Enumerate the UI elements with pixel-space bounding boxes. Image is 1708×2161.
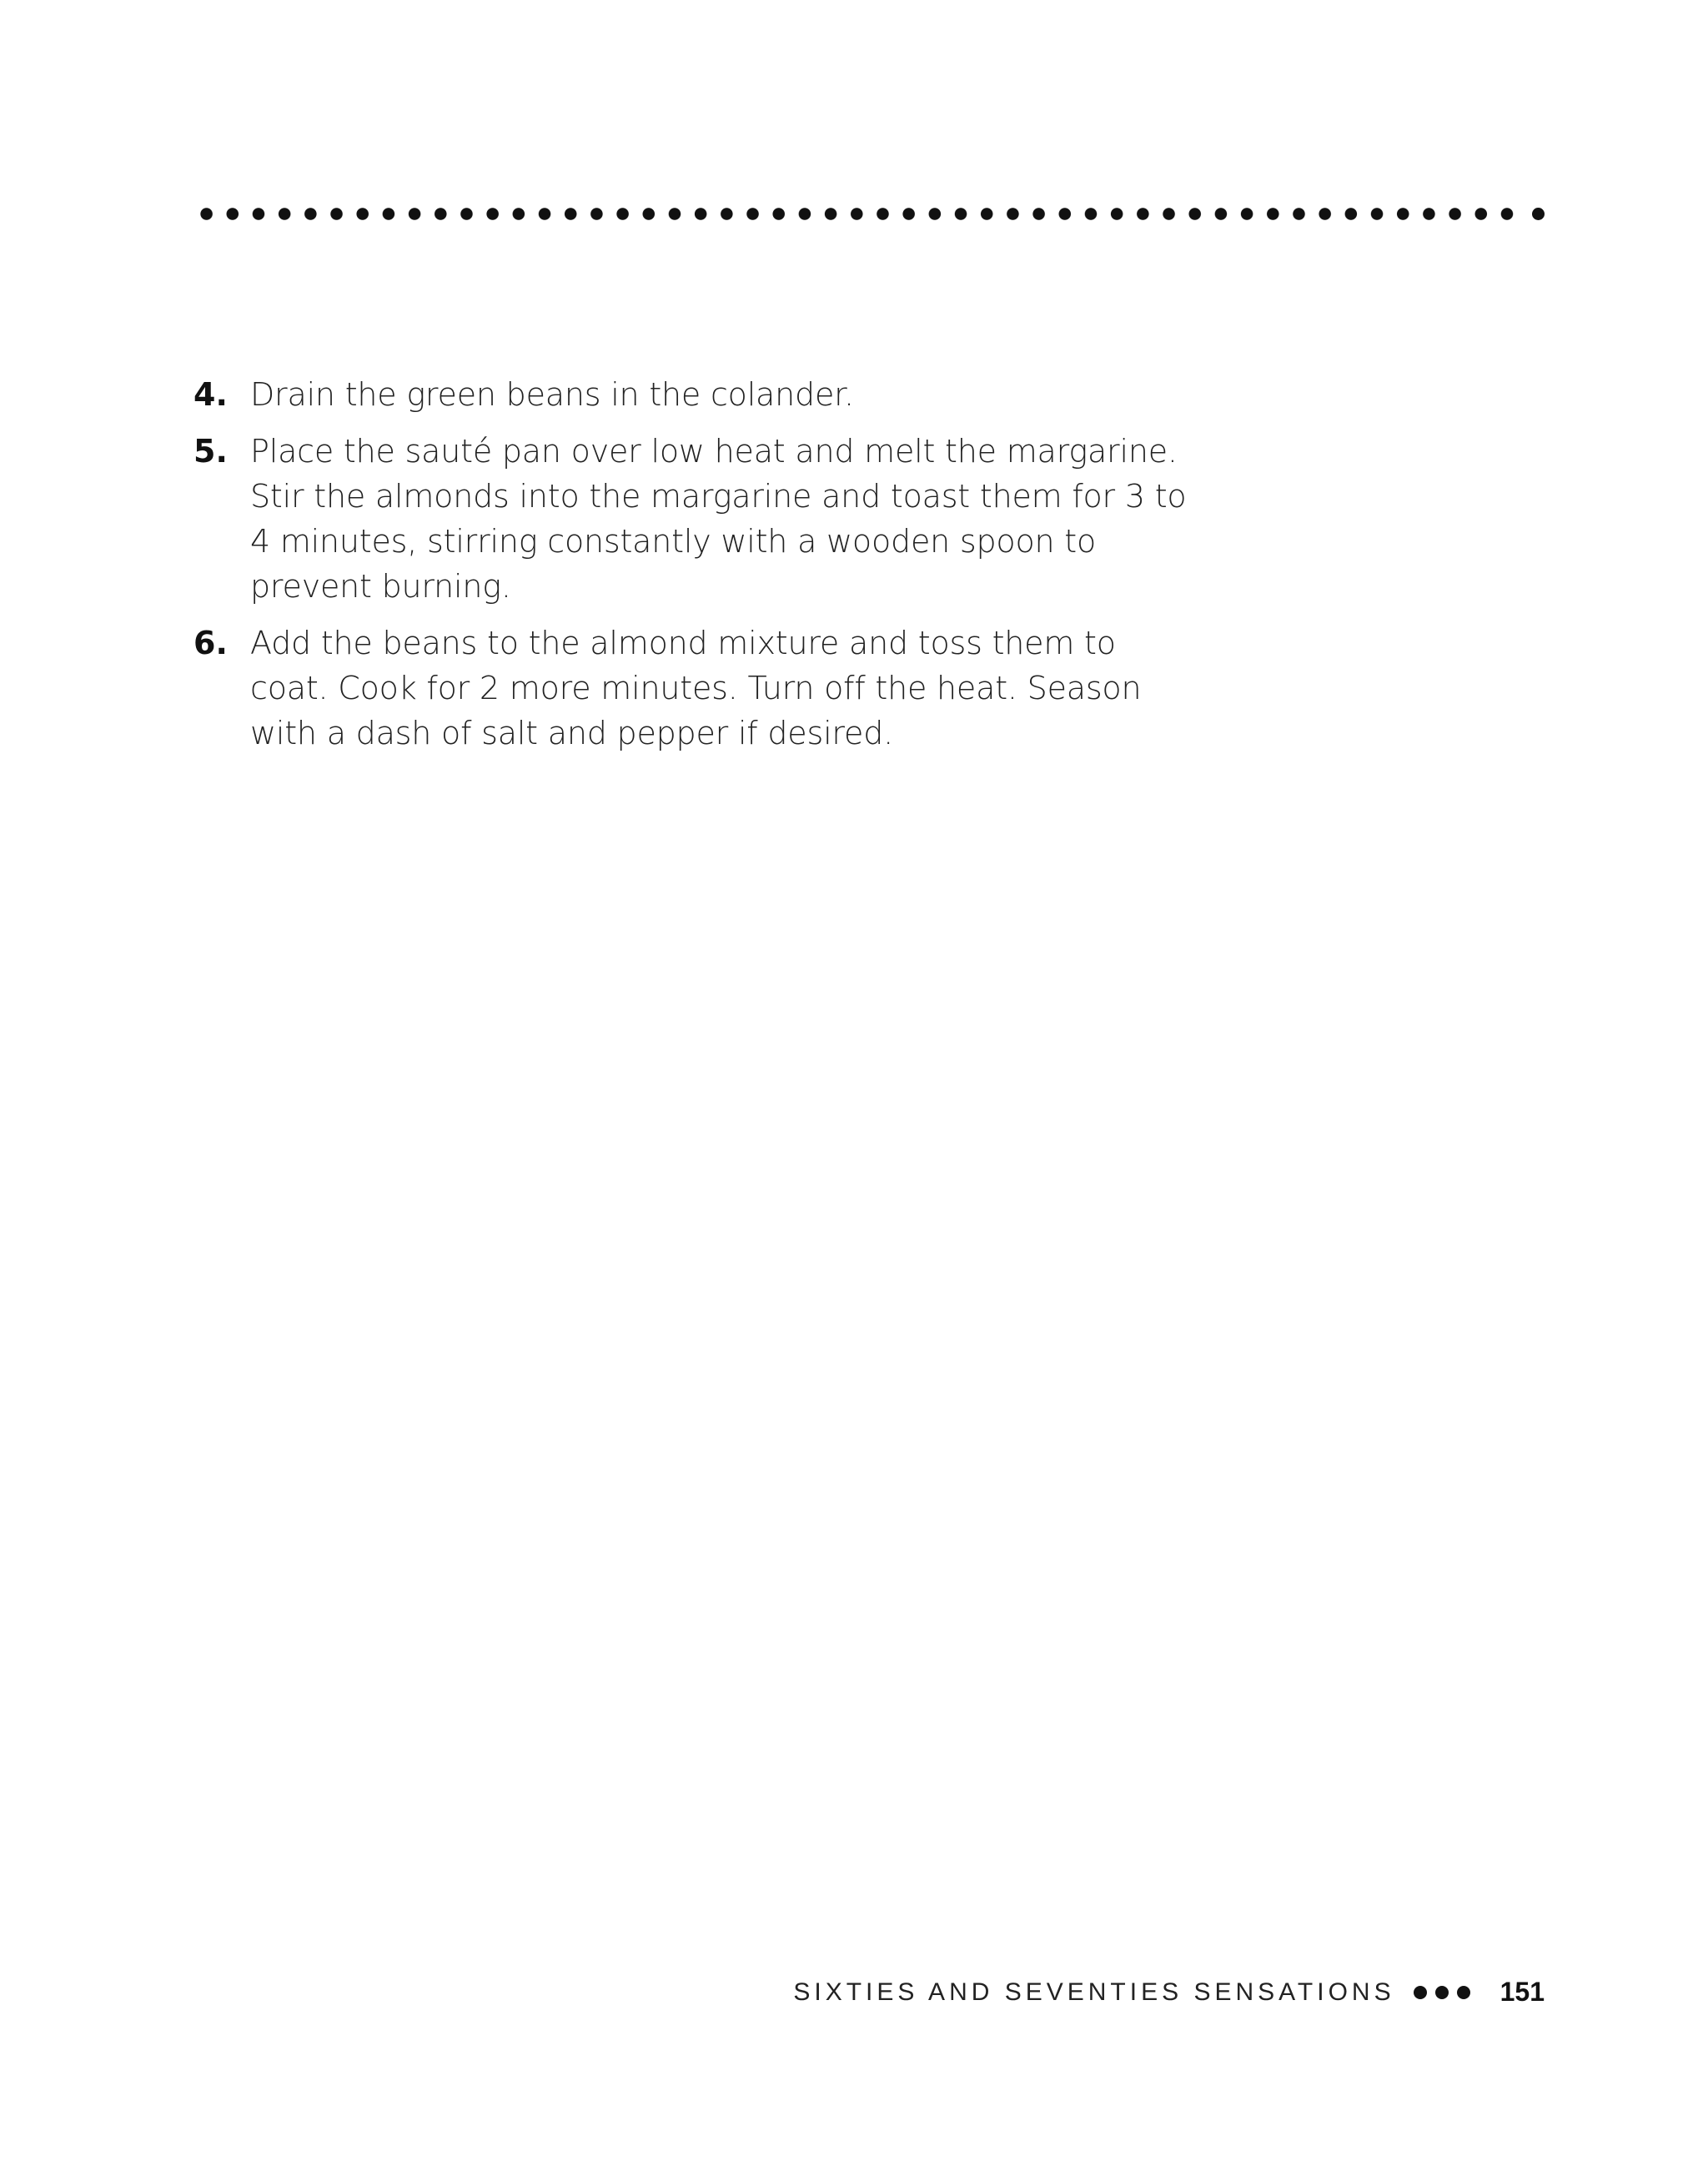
recipe-steps bbox=[193, 372, 1194, 767]
footer-dot bbox=[1435, 1986, 1449, 1999]
page-footer bbox=[793, 1977, 1545, 2008]
step-number: 4. bbox=[193, 376, 228, 413]
dotted-rule-end-dot bbox=[1532, 208, 1545, 220]
recipe-step-5 bbox=[193, 429, 1194, 609]
step-text: Add the beans to the almond mixture and toss them to coat. Cook for 2 more minutes. Turn off the heat. Season with a dash of salt and pepper if desired. bbox=[250, 625, 1142, 751]
footer-dots-icon bbox=[1414, 1986, 1479, 1999]
footer-dot bbox=[1414, 1986, 1427, 1999]
dotted-rule bbox=[193, 204, 1545, 224]
recipe-step-4 bbox=[193, 372, 1194, 417]
step-number: 5. bbox=[193, 433, 228, 470]
running-footer-title: SIXTIES AND SEVENTIES SENSATIONS bbox=[793, 1978, 1395, 2006]
step-text: Place the sauté pan over low heat and melt the margarine. Stir the almonds into the margarine and toast them for 3 to 4 minutes, stirring constantly with a wooden spoon to prevent burning. bbox=[250, 433, 1187, 605]
page-number: 151 bbox=[1500, 1977, 1545, 2007]
dotted-rule-dots bbox=[193, 208, 1515, 220]
recipe-step-6 bbox=[193, 621, 1194, 756]
step-number: 6. bbox=[193, 625, 228, 661]
step-text: Drain the green beans in the colander. bbox=[250, 376, 854, 413]
footer-dot bbox=[1457, 1986, 1470, 1999]
